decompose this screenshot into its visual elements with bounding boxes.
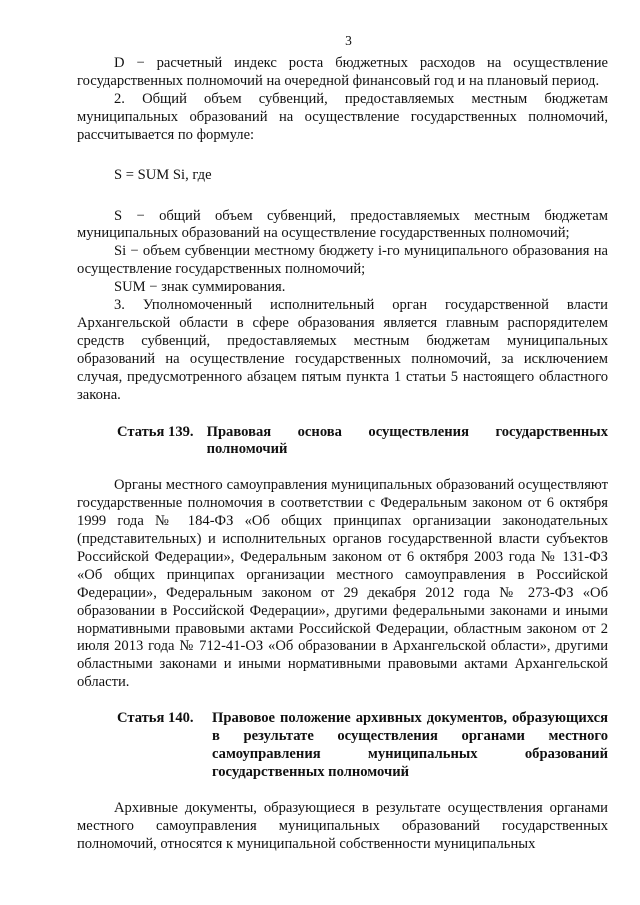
paragraph-item-3: 3. Уполномоченный исполнительный орган государственной власти Архангельской области в сфере образования является главным распорядителем средств субвенций, предоставляемых местным бюджетам муниципальных образований на осуществление государственных полномочий, за исключением случая, предусмотренного абзацем пятым пункта 1 статьи 5 настоящего областного закона. xyxy=(77,297,608,403)
paragraph-item-2: 2. Общий объем субвенций, предоставляемых местным бюджетам муниципальных образований на осуществление государственных полномочий, рассчитывается по формуле: xyxy=(77,90,608,143)
formula: S = SUM Si, где xyxy=(114,166,212,183)
article-139-body: Органы местного самоуправления муниципальных образований осуществляют государственные полномочия в соответствии с Федеральным законом от 6 октября 1999 года № 184-ФЗ «Об общих принципах организации законодательных (представительных) и исполнительных органов государственной власти субъектов Российской Федерации», Федеральным законом от 6 октября 2003 года № 131-ФЗ «Об общих принципах организации местного самоуправления в Российской Федерации», Федеральным законом от 29 декабря 2012 года № 273-ФЗ «Об образовании в Российской Федерации», другими федеральными законами и иными нормативными правовыми актами Российской Федерации, областным законом от 2 июля 2013 года № 712-41-ОЗ «Об образовании в Архангельской области», другими областными законами и иными нормативными правовыми актами Архангельской области. xyxy=(77,477,608,691)
article-139-title: Правовая основа осуществления государственных полномочий xyxy=(206,423,608,458)
article-140-body: Архивные документы, образующиеся в результате осуществления органами местного самоуправления муниципальных образований государственных полномочий, относятся к муниципальной собственности муниципальных xyxy=(77,799,608,852)
article-139-number: Статья 139. xyxy=(117,423,194,440)
definition-sum: SUM − знак суммирования. xyxy=(114,279,286,296)
article-139-heading xyxy=(117,424,608,460)
definition-si: Si − объем субвенции местному бюджету i-го муниципального образования на осуществление государственных полномочий; xyxy=(77,243,608,278)
definition-s: S − общий объем субвенций, предоставляемых местным бюджетам муниципальных образований на осуществление государственных полномочий; xyxy=(77,207,608,242)
article-140-number: Статья 140. xyxy=(117,710,194,727)
article-140-heading xyxy=(117,710,608,782)
article-140-title: Правовое положение архивных документов, образующихся в результате осуществления органами местного самоуправления муниципальных образований государственных полномочий xyxy=(212,710,608,780)
page-number: 3 xyxy=(345,33,352,48)
paragraph-d-definition: D − расчетный индекс роста бюджетных расходов на осуществление государственных полномочий на очередной финансовый год и на плановый период. xyxy=(77,55,608,89)
